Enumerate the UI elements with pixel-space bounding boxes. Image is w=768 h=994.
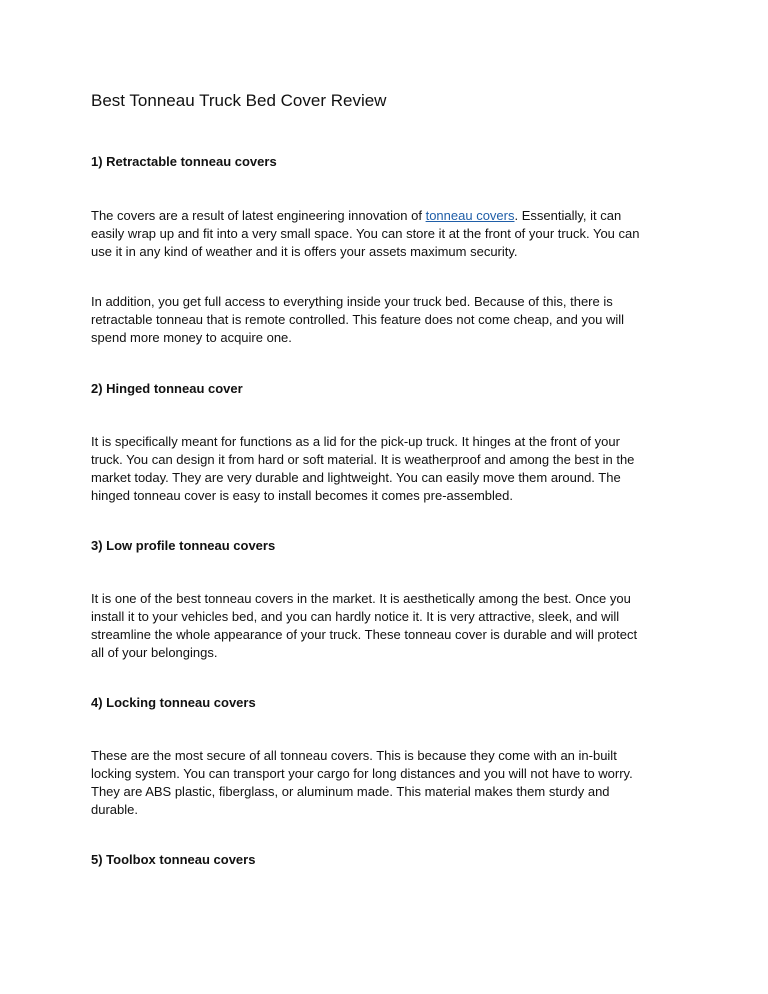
section-heading: 1) Retractable tonneau covers — [91, 154, 277, 169]
paragraph-line: These are the most secure of all tonneau covers. This is because they come with an in-built — [91, 748, 617, 763]
paragraph-line: install it to your vehicles bed, and you can hardly notice it. It is very attractive, sleek, and will — [91, 609, 620, 624]
paragraph — [91, 590, 691, 662]
paragraph-line — [91, 207, 691, 225]
section-heading: 5) Toolbox tonneau covers — [91, 852, 256, 867]
page-title: Best Tonneau Truck Bed Cover Review — [91, 91, 387, 110]
paragraph — [91, 293, 691, 347]
text-run: The covers are a result of latest engineering innovation of — [91, 208, 426, 223]
paragraph-line: It is one of the best tonneau covers in the market. It is aesthetically among the best. Once you — [91, 591, 631, 606]
paragraph-line: truck. You can design it from hard or soft material. It is weatherproof and among the best in the — [91, 452, 635, 467]
paragraph — [91, 433, 691, 505]
paragraph-line: It is specifically meant for functions as a lid for the pick-up truck. It hinges at the front of your — [91, 434, 620, 449]
section-heading: 3) Low profile tonneau covers — [91, 538, 276, 553]
paragraph-line: streamline the whole appearance of your truck. These tonneau cover is durable and will protect — [91, 627, 638, 642]
paragraph-line: In addition, you get full access to everything inside your truck bed. Because of this, there is — [91, 294, 613, 309]
paragraph-line: all of your belongings. — [91, 645, 218, 660]
paragraph-line: easily wrap up and fit into a very small space. You can store it at the front of your truck. You can — [91, 226, 640, 241]
paragraph-line: locking system. You can transport your cargo for long distances and you will not have to worry. — [91, 766, 633, 781]
paragraph-line: use it in any kind of weather and it is offers your assets maximum security. — [91, 244, 518, 259]
tonneau-covers-link[interactable]: tonneau covers — [425, 208, 515, 223]
paragraph-line: market today. They are very durable and lightweight. You can easily move them around. The — [91, 470, 621, 485]
paragraph-line: retractable tonneau that is remote controlled. This feature does not come cheap, and you will — [91, 312, 625, 327]
paragraph-line: hinged tonneau cover is easy to install becomes it comes pre-assembled. — [91, 488, 513, 503]
paragraph — [91, 747, 691, 819]
section-heading: 4) Locking tonneau covers — [91, 695, 256, 710]
paragraph-line: They are ABS plastic, fiberglass, or aluminum made. This material makes them sturdy and — [91, 784, 610, 799]
section-heading: 2) Hinged tonneau cover — [91, 381, 243, 396]
text-run: . Essentially, it can — [514, 208, 622, 223]
paragraph-line: durable. — [91, 802, 138, 817]
paragraph-line: spend more money to acquire one. — [91, 330, 292, 345]
paragraph — [91, 207, 691, 261]
